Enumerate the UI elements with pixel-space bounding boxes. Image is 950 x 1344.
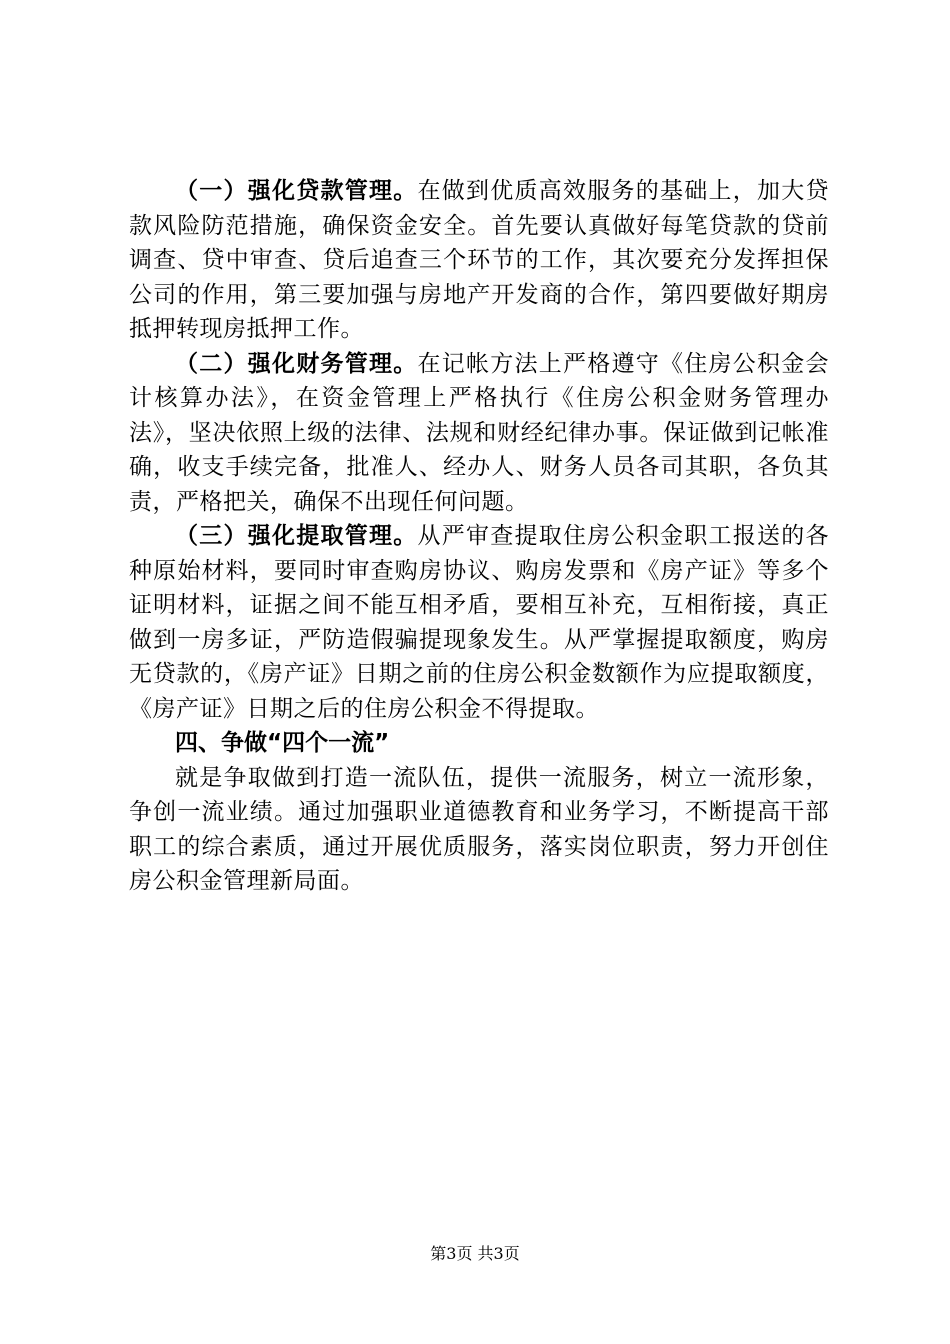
paragraph-lead: （一）强化贷款管理。 (175, 178, 418, 204)
paragraph-text: 从严审查提取住房公积金职工报送的各种原始材料，要同时审查购房协议、购房发票和《房产证》等多个证明材料，证据之间不能互相矛盾，要相互补充，互相衔接，真正做到一房多证，严防造假骗提现象发生。从严掌握提取额度，购房无贷款的，《房产证》日期之前的住房公积金数额作为应提取额度，《房产证》日期之后的住房公积金不得提取。 (129, 523, 829, 722)
page-footer: 第3页 共3页 (430, 1244, 520, 1263)
paragraph-closing: 就是争取做到打造一流队伍，提供一流服务，树立一流形象，争创一流业绩。通过加强职业道德教育和业务学习，不断提高干部职工的综合素质，通过开展优质服务，落实岗位职责，努力开创住房公积金管理新局面。 (129, 764, 829, 894)
document-body (129, 174, 829, 899)
paragraph-finance-management (129, 347, 829, 520)
section-heading-four: 四、争做“四个一流” (175, 730, 390, 756)
paragraph-withdrawal-management (129, 519, 829, 726)
paragraph-lead: （三）强化提取管理。 (175, 523, 418, 549)
paragraph-lead: （二）强化财务管理。 (175, 350, 418, 377)
paragraph-text: 在记帐方法上严格遵守《住房公积金会计核算办法》，在资金管理上严格执行《住房公积金财务管理办法》，坚决依照上级的法律、法规和财经纪律办事。保证做到记帐准确，收支手续完备，批准人、经办人、财务人员各司其职，各负其责，严格把关，确保不出现任何问题。 (129, 350, 829, 515)
paragraph-text: 在做到优质高效服务的基础上，加大贷款风险防范措施，确保资金安全。首先要认真做好每笔贷款的贷前调查、贷中审查、贷后追查三个环节的工作，其次要充分发挥担保公司的作用，第三要加强与房地产开发商的合作，第四要做好期房抵押转现房抵押工作。 (129, 178, 829, 342)
paragraph-loan-management (129, 174, 829, 347)
